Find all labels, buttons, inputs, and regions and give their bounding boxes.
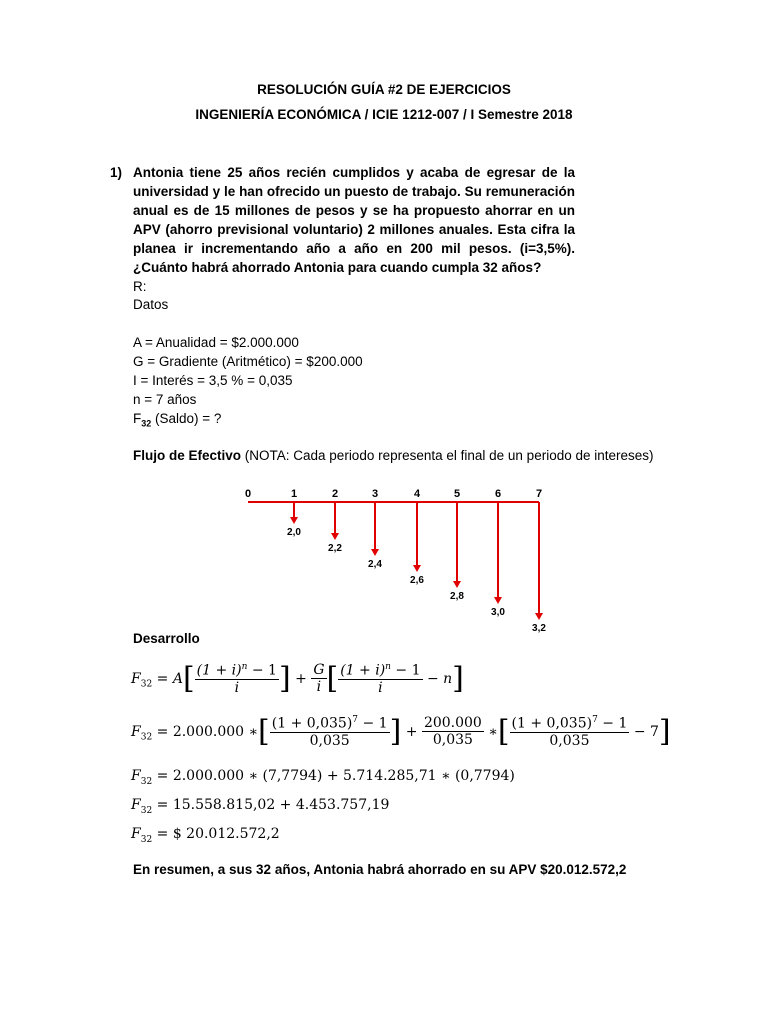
period-label: 2 [331,488,339,500]
summary-text: En resumen, a sus 32 años, Antonia habrá ahorrado en su APV $20.012.572,2 [133,862,627,877]
arrow-head [494,597,502,604]
cash-flow-value: 2,6 [410,575,424,586]
period-label: 5 [453,488,461,500]
cash-flow-value: 2,0 [287,527,301,538]
period-label: 0 [244,488,252,500]
period-label: 6 [494,488,502,500]
formula-substituted: $F_{32} = 2.000.000$ ∗[ $\frac{(1 + 0,035)^7 - 1}{0,035}$ ] + $\frac{200.000}{0,035}$ ∗[ $\frac{(1 + 0,035)^7 - 1}{0,035}$ − 7] [131,713,671,749]
dato-interes: I = Interés = 3,5 % = 0,035 [133,373,293,388]
document-subtitle: INGENIERÍA ECONÓMICA / ICIE 1212-007 / I Semestre 2018 [195,107,573,122]
dato-gradiente: G = Gradiente (Aritmético) = $200.000 [133,354,363,369]
arrow-head [453,581,461,588]
cash-flow-value: 2,8 [450,591,464,602]
arrow-head [413,565,421,572]
arrow-head [535,613,543,620]
period-label: 3 [371,488,379,500]
dato-saldo: $F_{32}$ (Saldo) = ? [133,411,222,429]
period-label: 7 [535,488,543,500]
formula-sum: $F_{32} = 15.558.815,02 + 4.453.757,19$ [131,797,390,816]
arrow-head [371,549,379,556]
cash-flow-value: 2,2 [328,543,342,554]
datos-heading: Datos [133,297,169,312]
period-label: 1 [290,488,298,500]
dato-anualidad: A = Anualidad = $2.000.000 [133,335,299,350]
desarrollo-heading: Desarrollo [133,631,200,646]
period-label: 4 [413,488,421,500]
arrow-head [331,533,339,540]
problem-number: 1) [110,165,123,180]
formula-result: $F_{32}$ = $ 20.012.572,2 [131,826,280,845]
flujo-heading: Flujo de Efectivo (NOTA: Cada periodo representa el final de un periodo de intereses) [133,448,654,463]
formula-general: $F_{32} = A$[ $\frac{(1 + i)^n - 1}{i}$ ] + $\frac{G}{i}$ [ $\frac{(1 + i)^n - 1}{i}$ − n] [131,660,464,696]
cash-flow-diagram [230,482,560,634]
dato-periodos: n = 7 años [133,392,197,407]
document-title: RESOLUCIÓN GUÍA #2 DE EJERCICIOS [257,82,511,97]
answer-label: R: [133,279,147,294]
formula-evaluated: $F_{32} = 2.000.000$ ∗ (7,7794) + 5.714.285,71 ∗ (0,7794) [131,768,515,787]
cash-flow-value: 2,4 [368,559,382,570]
cash-flow-value: 3,0 [491,607,505,618]
cash-flow-value: 3,2 [532,623,546,634]
arrow-head [290,517,298,524]
problem-statement: Antonia tiene 25 años recién cumplidos y acaba de egresar de la universidad y le han ofrecido un puesto de trabajo. Su remuneración anual es de 15 millones de pesos y se ha propuesto ahorrar en un APV (ahorro previsional voluntario) 2 millones anuales. Esta cifra la planea ir incrementando año a año en 200 mil pesos. (i=3,5%). ¿Cuánto habrá ahorrado Antonia para cuando cumpla 32 años? [133,165,575,275]
